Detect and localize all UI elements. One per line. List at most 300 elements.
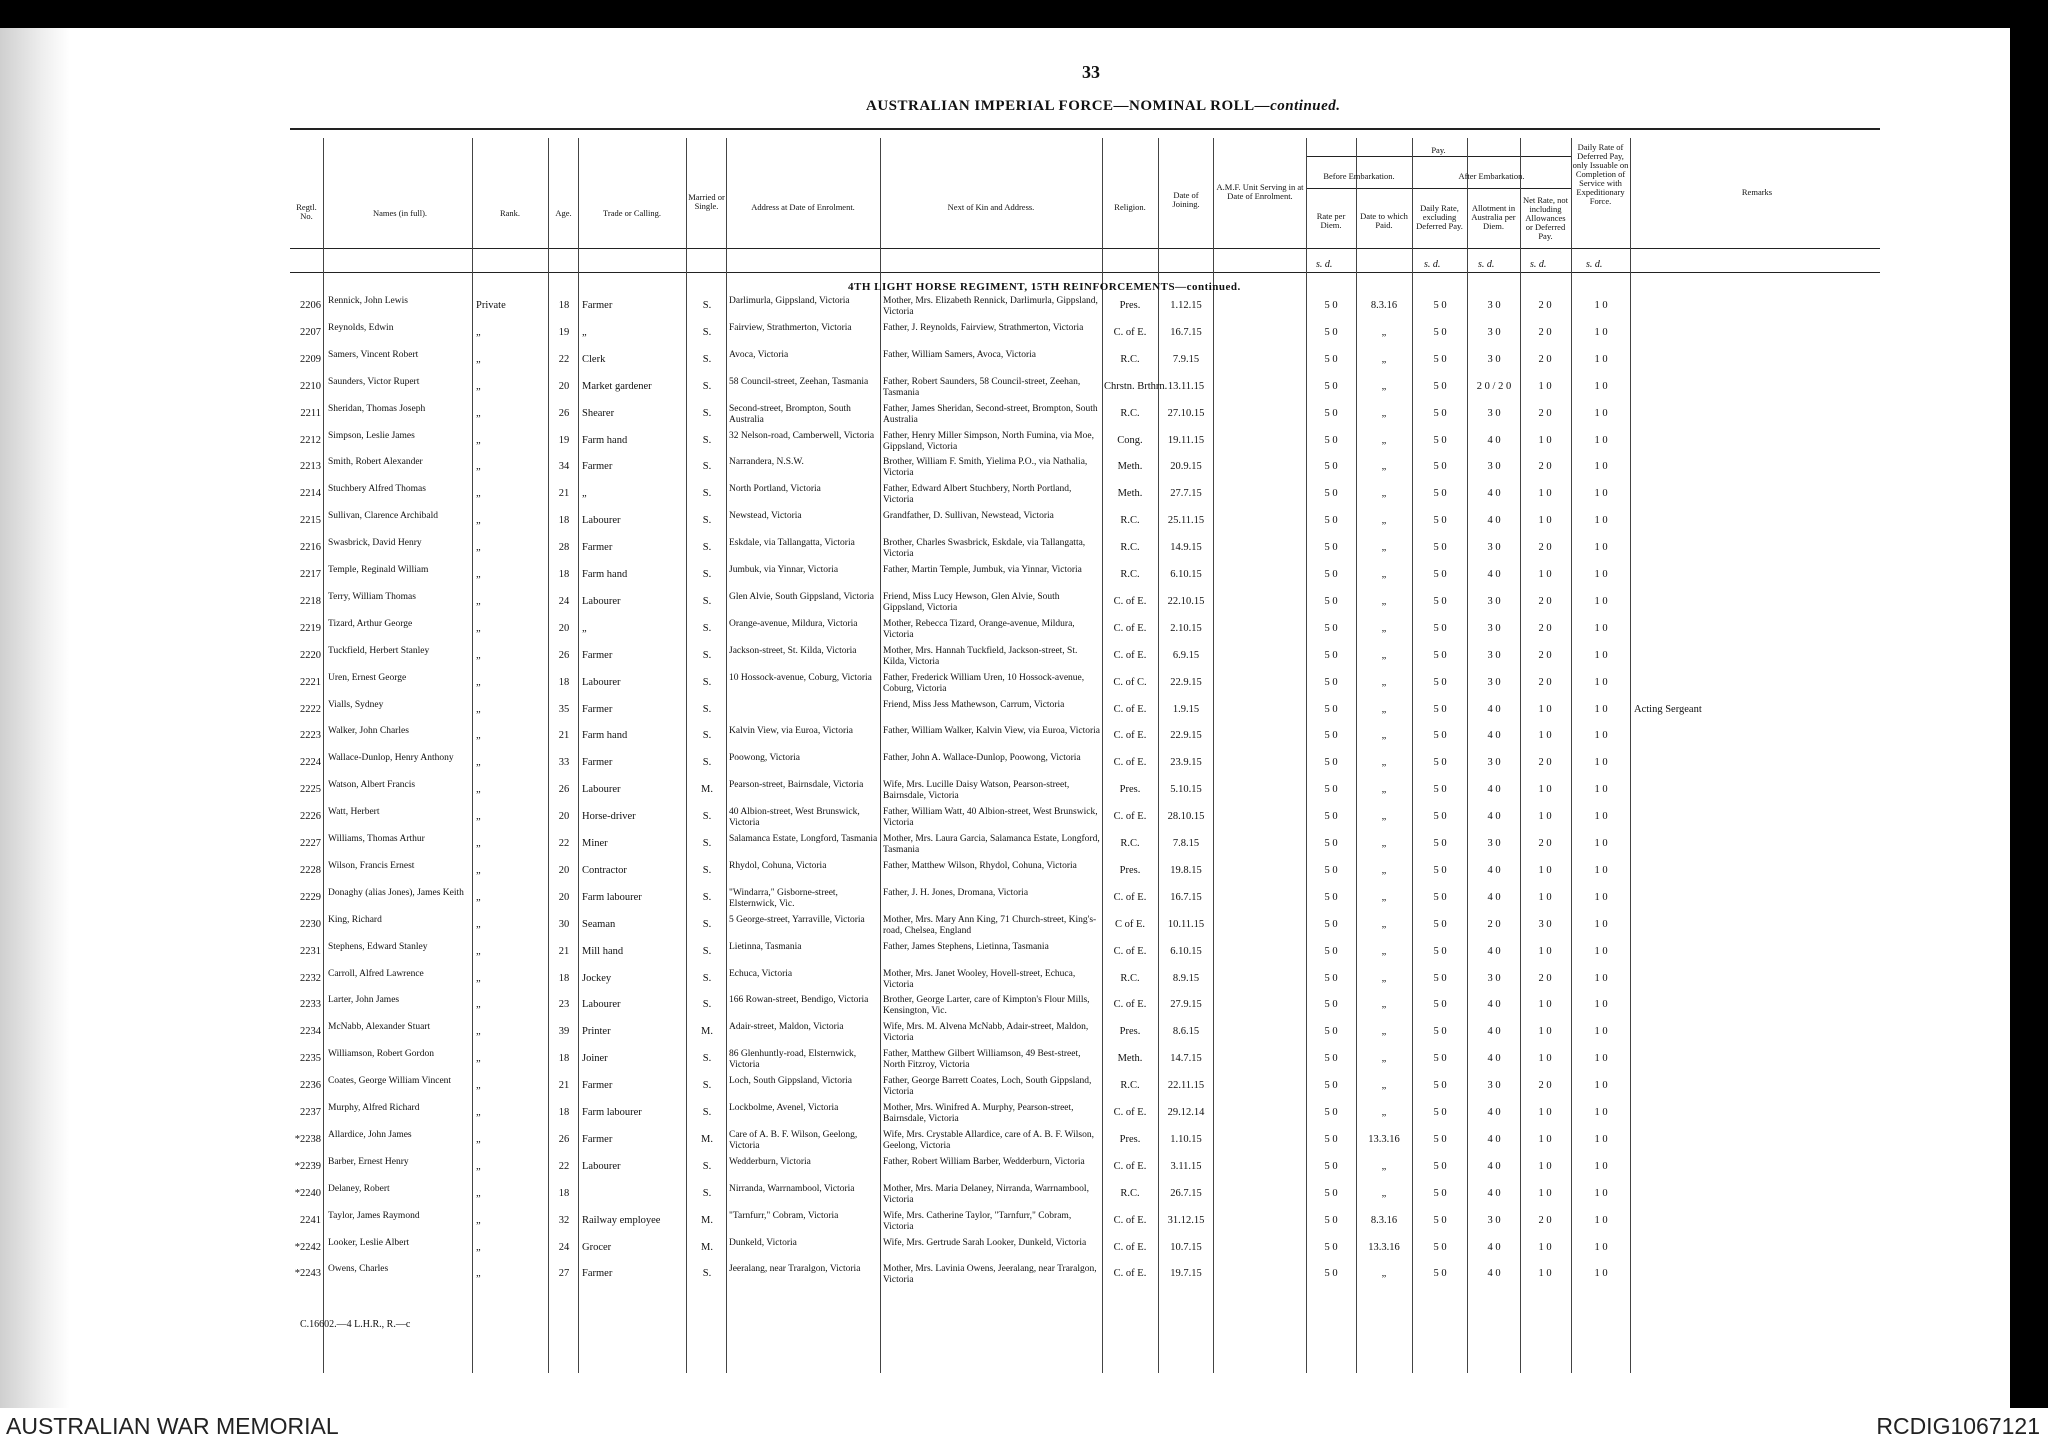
cell-net: 2 0 — [1538, 326, 1552, 338]
cell-paid: „ — [1381, 569, 1387, 580]
cell-rate: 5 0 — [1324, 703, 1338, 715]
cell-rank: „ — [476, 1053, 481, 1065]
cell-net: 1 0 — [1538, 1107, 1552, 1118]
cell-name: Watt, Herbert — [328, 807, 380, 818]
table-row — [0, 780, 2010, 807]
cell-trade: „ — [582, 622, 587, 634]
cell-daily: 5 0 — [1433, 864, 1447, 876]
cell-net: 2 0 — [1538, 757, 1552, 769]
cell-daily: 5 0 — [1433, 1133, 1447, 1145]
cell-paid: „ — [1381, 999, 1387, 1011]
cell-daily: 5 0 — [1433, 300, 1447, 311]
cell-kin: Father, William Samers, Avoca, Victoria — [883, 349, 1037, 360]
cell-paid: „ — [1381, 326, 1387, 338]
cell-age: 39 — [558, 1026, 570, 1038]
cell-no: 2228 — [300, 864, 321, 876]
cell-date: 1.10.15 — [1170, 1133, 1202, 1145]
cell-addr: Orange-avenue, Mildura, Victoria — [729, 618, 858, 629]
cell-rank: „ — [476, 784, 481, 796]
cell-name: Reynolds, Edwin — [328, 322, 394, 333]
cell-allot: 3 0 — [1487, 353, 1501, 365]
cell-age: 28 — [558, 542, 570, 554]
cell-ms: S. — [702, 703, 712, 715]
cell-kin: Father, Martin Temple, Jumbuk, via Yinnar, Victoria — [883, 565, 1082, 575]
table-row — [0, 888, 2010, 915]
cell-age: 35 — [558, 703, 570, 715]
cell-kin: Father, Matthew Gilbert Williamson, 49 Best-street, North Fitzroy, Victoria — [883, 1049, 1081, 1071]
cell-net: 2 0 — [1538, 649, 1552, 661]
cell-rate: 5 0 — [1324, 407, 1338, 419]
unit-label: s. d. — [1424, 259, 1441, 270]
unit-label: s. d. — [1586, 259, 1603, 270]
cell-rank: „ — [476, 1241, 481, 1253]
cell-trade: Horse-driver — [582, 811, 636, 823]
cell-rel: C. of E. — [1113, 595, 1147, 607]
cell-no: *2240 — [294, 1187, 321, 1199]
cell-paid: 13.3.16 — [1368, 1133, 1400, 1145]
cell-paid: 8.3.16 — [1370, 300, 1398, 311]
cell-daily: 5 0 — [1433, 784, 1447, 796]
cell-addr: Fairview, Strathmerton, Victoria — [729, 322, 852, 333]
cell-rel: Meth. — [1117, 1053, 1143, 1065]
cell-date: 13.11.15 — [1167, 380, 1205, 392]
table-row — [0, 1103, 2010, 1130]
table-row — [0, 565, 2010, 592]
cell-ms: S. — [702, 542, 712, 554]
pay-rule — [1306, 156, 1571, 157]
cell-net: 2 0 — [1538, 676, 1552, 688]
cell-paid: „ — [1381, 784, 1387, 796]
cell-trade: Printer — [582, 1026, 611, 1038]
cell-rel: C of E. — [1114, 918, 1146, 930]
cell-age: 22 — [558, 1160, 570, 1172]
cell-addr: "Tarnfurr," Cobram, Victoria — [729, 1210, 839, 1221]
cell-net: 3 0 — [1538, 918, 1552, 930]
table-row — [0, 619, 2010, 646]
cell-rate: 5 0 — [1324, 326, 1338, 338]
cell-net: 1 0 — [1538, 569, 1552, 580]
cell-allot: 4 0 — [1487, 811, 1501, 823]
cell-rank: „ — [476, 757, 481, 769]
cell-no: 2225 — [300, 784, 321, 796]
cell-no: 2207 — [300, 326, 321, 338]
header-age: Age. — [555, 208, 572, 218]
cell-name: Tuckfield, Herbert Stanley — [328, 645, 430, 656]
cell-net: 2 0 — [1538, 1214, 1552, 1226]
cell-rank: „ — [476, 515, 481, 527]
cell-no: 2237 — [300, 1107, 321, 1118]
cell-rank: „ — [476, 542, 481, 554]
cell-paid: „ — [1381, 434, 1387, 446]
cell-kin: Father, Matthew Wilson, Rhydol, Cohuna, Victoria — [883, 860, 1077, 871]
cell-kin: Father, John A. Wallace-Dunlop, Poowong, Victoria — [883, 753, 1081, 764]
cell-rate: 5 0 — [1324, 1026, 1338, 1038]
cell-allot: 4 0 — [1487, 945, 1501, 957]
cell-trade: Farm hand — [582, 730, 628, 742]
cell-no: *2243 — [294, 1268, 321, 1280]
header-date-joining: Date of Joining. — [1172, 190, 1200, 209]
cell-rate: 5 0 — [1324, 945, 1338, 957]
cell-def: 1 0 — [1594, 649, 1608, 661]
cell-rank: „ — [476, 1187, 481, 1199]
cell-rate: 5 0 — [1324, 353, 1338, 365]
cell-daily: 5 0 — [1433, 1214, 1447, 1226]
cell-paid: „ — [1381, 757, 1387, 769]
header-kin: Next of Kin and Address. — [947, 202, 1035, 212]
cell-daily: 5 0 — [1433, 703, 1447, 715]
cell-date: 22.9.15 — [1170, 676, 1202, 688]
cell-rel: R.C. — [1120, 1187, 1140, 1199]
cell-addr: Avoca, Victoria — [729, 349, 789, 360]
cell-kin: Mother, Mrs. Janet Wooley, Hovell-street, Echuca, Victoria — [883, 968, 1076, 990]
cell-allot: 3 0 — [1487, 1214, 1501, 1226]
cell-allot: 3 0 — [1487, 300, 1501, 311]
cell-trade: „ — [582, 488, 587, 500]
cell-no: 2213 — [300, 461, 321, 473]
cell-no: *2239 — [294, 1160, 321, 1172]
cell-ms: S. — [702, 811, 712, 823]
cell-addr: Jackson-street, St. Kilda, Victoria — [729, 645, 857, 656]
cell-age: 22 — [558, 353, 570, 365]
cell-rate: 5 0 — [1324, 1107, 1338, 1118]
cell-name: Williamson, Robert Gordon — [328, 1049, 434, 1060]
cell-kin: Wife, Mrs. Catherine Taylor, "Tarnfurr," Cobram, Victoria — [883, 1210, 1072, 1232]
cell-name: Sheridan, Thomas Joseph — [328, 403, 426, 414]
cell-date: 10.11.15 — [1167, 918, 1205, 930]
cell-addr: Nirranda, Warrnambool, Victoria — [729, 1183, 855, 1194]
cell-allot: 4 0 — [1487, 1187, 1501, 1199]
cell-date: 27.10.15 — [1167, 407, 1205, 419]
cell-no: 2231 — [300, 945, 321, 957]
cell-addr: Kalvin View, via Euroa, Victoria — [729, 726, 853, 737]
cell-allot: 4 0 — [1487, 488, 1501, 500]
cell-trade: Farmer — [582, 542, 613, 554]
cell-trade: Labourer — [582, 999, 621, 1011]
cell-kin: Father, James Stephens, Lietinna, Tasmania — [883, 941, 1049, 952]
table-row — [0, 807, 2010, 834]
cell-date: 20.9.15 — [1170, 461, 1202, 473]
cell-trade: Jockey — [582, 972, 612, 984]
cell-trade: Labourer — [582, 676, 621, 688]
unit-label: s. d. — [1316, 259, 1333, 270]
cell-kin: Father, Edward Albert Stuchbery, North Portland, Victoria — [883, 484, 1072, 506]
cell-rate: 5 0 — [1324, 488, 1338, 500]
cell-trade: Farmer — [582, 703, 613, 715]
cell-rate: 5 0 — [1324, 380, 1338, 392]
cell-no: 2223 — [300, 730, 321, 742]
cell-date: 6.9.15 — [1172, 649, 1200, 661]
cell-allot: 3 0 — [1487, 1080, 1501, 1092]
table-row — [0, 834, 2010, 861]
cell-addr: North Portland, Victoria — [729, 484, 821, 495]
cell-paid: „ — [1381, 811, 1387, 823]
cell-paid: „ — [1381, 595, 1387, 607]
cell-net: 1 0 — [1538, 703, 1552, 715]
cell-def: 1 0 — [1594, 569, 1608, 580]
cell-paid: „ — [1381, 1080, 1387, 1092]
cell-def: 1 0 — [1594, 380, 1608, 392]
cell-name: McNabb, Alexander Stuart — [328, 1022, 431, 1033]
cell-name: Carroll, Alfred Lawrence — [328, 968, 424, 979]
cell-rel: R.C. — [1120, 1080, 1140, 1092]
cell-ms: S. — [702, 622, 712, 634]
cell-rate: 5 0 — [1324, 1133, 1338, 1145]
table-row — [0, 296, 2010, 323]
cell-net: 1 0 — [1538, 1053, 1552, 1065]
cell-rel: R.C. — [1120, 972, 1140, 984]
header-net-rate: Net Rate, not including Allowances or Deferred Pay. — [1522, 195, 1569, 241]
cell-kin: Mother, Mrs. Lavinia Owens, Jeeralang, near Traralgon, Victoria — [883, 1264, 1097, 1286]
cell-daily: 5 0 — [1433, 1053, 1447, 1065]
cell-rate: 5 0 — [1324, 1187, 1338, 1199]
cell-allot: 3 0 — [1487, 326, 1501, 338]
cell-name: Barber, Ernest Henry — [328, 1156, 409, 1167]
cell-date: 2.10.15 — [1170, 622, 1202, 634]
cell-age: 20 — [558, 380, 570, 392]
cell-rank: „ — [476, 891, 481, 903]
cell-allot: 4 0 — [1487, 1241, 1501, 1253]
cell-trade: Labourer — [582, 1160, 621, 1172]
cell-kin: Mother, Mrs. Elizabeth Rennick, Darlimurla, Gippsland, Victoria — [883, 296, 1098, 317]
cell-ms: S. — [702, 838, 712, 849]
cell-allot: 4 0 — [1487, 434, 1501, 446]
cell-name: Simpson, Leslie James — [328, 430, 415, 441]
cell-rel: C. of C. — [1113, 676, 1147, 688]
cell-paid: „ — [1381, 461, 1387, 473]
cell-rel: C. of E. — [1113, 1214, 1147, 1226]
cell-net: 1 0 — [1538, 1187, 1552, 1199]
cell-age: 24 — [558, 1241, 570, 1253]
cell-daily: 5 0 — [1433, 1026, 1447, 1038]
cell-rel: C. of E. — [1113, 1241, 1147, 1253]
cell-daily: 5 0 — [1433, 945, 1447, 957]
cell-def: 1 0 — [1594, 1187, 1608, 1199]
cell-def: 1 0 — [1594, 1107, 1608, 1118]
cell-net: 2 0 — [1538, 461, 1552, 473]
cell-rate: 5 0 — [1324, 595, 1338, 607]
header-rank: Rank. — [499, 208, 521, 218]
cell-ms: S. — [702, 515, 712, 527]
cell-rel: Cong. — [1117, 434, 1143, 446]
cell-allot: 4 0 — [1487, 864, 1501, 876]
cell-date: 16.7.15 — [1170, 326, 1202, 338]
cell-rank: „ — [476, 622, 481, 634]
cell-addr: Glen Alvie, South Gippsland, Victoria — [729, 591, 874, 602]
cell-kin: Father, Robert William Barber, Wedderburn, Victoria — [883, 1156, 1085, 1167]
cell-age: 21 — [558, 730, 570, 742]
cell-addr: Care of A. B. F. Wilson, Geelong, Victoria — [729, 1129, 858, 1151]
cell-addr: "Windarra," Gisborne-street, Elsternwick, Vic. — [729, 887, 838, 909]
cell-kin: Wife, Mrs. Gertrude Sarah Looker, Dunkeld, Victoria — [883, 1237, 1087, 1248]
cell-age: 21 — [558, 1080, 570, 1092]
cell-paid: „ — [1381, 891, 1387, 903]
cell-rate: 5 0 — [1324, 1160, 1338, 1172]
cell-paid: „ — [1381, 676, 1387, 688]
cell-age: 18 — [558, 676, 570, 688]
cell-def: 1 0 — [1594, 353, 1608, 365]
cell-def: 1 0 — [1594, 1241, 1608, 1253]
cell-paid: „ — [1381, 542, 1387, 554]
cell-rank: „ — [476, 1268, 481, 1280]
cell-rel: C. of E. — [1113, 730, 1147, 742]
cell-daily: 5 0 — [1433, 891, 1447, 903]
cell-name: Coates, George William Vincent — [328, 1076, 452, 1087]
cell-date: 31.12.15 — [1167, 1214, 1205, 1226]
cell-def: 1 0 — [1594, 1053, 1608, 1065]
header-after-embarkation: After Embarkation. — [1458, 171, 1525, 181]
cell-allot: 3 0 — [1487, 407, 1501, 419]
cell-paid: „ — [1381, 1026, 1387, 1038]
cell-rel: C. of E. — [1113, 1160, 1147, 1172]
print-reference: C.16602.—4 L.H.R., R.—c — [300, 1319, 411, 1330]
table-row — [0, 1184, 2010, 1211]
cell-daily: 5 0 — [1433, 326, 1447, 338]
cell-date: 1.12.15 — [1170, 300, 1202, 311]
cell-allot: 4 0 — [1487, 730, 1501, 742]
cell-net: 1 0 — [1538, 1026, 1552, 1038]
cell-rate: 5 0 — [1324, 811, 1338, 823]
cell-kin: Wife, Mrs. Crystable Allardice, care of A. B. F. Wilson, Geelong, Victoria — [883, 1129, 1094, 1151]
cell-rate: 5 0 — [1324, 300, 1338, 311]
cell-date: 5.10.15 — [1170, 784, 1202, 796]
cell-allot: 4 0 — [1487, 999, 1501, 1011]
cell-date: 14.9.15 — [1170, 542, 1202, 554]
cell-def: 1 0 — [1594, 461, 1608, 473]
cell-rate: 5 0 — [1324, 972, 1338, 984]
cell-addr: Lietinna, Tasmania — [729, 941, 802, 952]
table-row — [0, 700, 2010, 727]
cell-name: Watson, Albert Francis — [328, 780, 416, 791]
cell-net: 1 0 — [1538, 945, 1552, 957]
cell-rate: 5 0 — [1324, 730, 1338, 742]
cell-trade: Market gardener — [582, 380, 652, 392]
top-rule — [290, 128, 1880, 130]
table-row — [0, 942, 2010, 969]
cell-trade: Clerk — [582, 353, 606, 365]
cell-kin: Mother, Mrs. Hannah Tuckfield, Jackson-street, St. Kilda, Victoria — [883, 645, 1078, 667]
cell-no: 2235 — [300, 1053, 321, 1065]
cell-name: King, Richard — [328, 914, 382, 925]
cell-daily: 5 0 — [1433, 1268, 1447, 1280]
cell-name: Williams, Thomas Arthur — [328, 834, 425, 844]
cell-age: 19 — [558, 326, 570, 338]
cell-allot: 4 0 — [1487, 1053, 1501, 1065]
cell-trade: Grocer — [582, 1241, 612, 1253]
cell-def: 1 0 — [1594, 1133, 1608, 1145]
cell-ms: S. — [702, 326, 712, 338]
cell-paid: „ — [1381, 488, 1387, 500]
cell-name: Stephens, Edward Stanley — [328, 941, 428, 952]
unit-label: s. d. — [1530, 259, 1547, 270]
cell-ms: S. — [702, 730, 712, 742]
cell-name: Larter, John James — [328, 995, 400, 1006]
cell-daily: 5 0 — [1433, 1080, 1447, 1092]
cell-name: Murphy, Alfred Richard — [328, 1103, 420, 1113]
cell-date: 22.11.15 — [1167, 1080, 1205, 1092]
cell-age: 18 — [558, 300, 570, 311]
cell-name: Smith, Robert Alexander — [328, 457, 423, 468]
cell-addr: 32 Nelson-road, Camberwell, Victoria — [729, 430, 875, 441]
cell-trade: Labourer — [582, 515, 621, 527]
cell-net: 2 0 — [1538, 622, 1552, 634]
cell-addr: Wedderburn, Victoria — [729, 1156, 811, 1167]
cell-def: 1 0 — [1594, 918, 1608, 930]
cell-trade: Farmer — [582, 1080, 613, 1092]
table-row — [0, 1130, 2010, 1157]
cell-date: 1.9.15 — [1172, 703, 1200, 715]
cell-def: 1 0 — [1594, 757, 1608, 769]
cell-kin: Father, J. H. Jones, Dromana, Victoria — [883, 887, 1029, 898]
cell-daily: 5 0 — [1433, 649, 1447, 661]
cell-rank: „ — [476, 972, 481, 984]
cell-ms: S. — [702, 1107, 712, 1118]
page-title — [866, 98, 1341, 115]
header-allotment: Allotment in Australia per Diem. — [1471, 203, 1516, 231]
cell-net: 1 0 — [1538, 380, 1552, 392]
cell-kin: Father, George Barrett Coates, Loch, South Gippsland, Victoria — [883, 1076, 1092, 1098]
cell-no: *2242 — [294, 1241, 321, 1253]
header-married: Married or Single. — [688, 192, 725, 211]
cell-rate: 5 0 — [1324, 676, 1338, 688]
cell-date: 22.9.15 — [1170, 730, 1202, 742]
table-row — [0, 646, 2010, 673]
cell-daily: 5 0 — [1433, 1187, 1447, 1199]
archive-id: RCDIG1067121 — [1876, 1413, 2040, 1439]
cell-age: 19 — [558, 434, 570, 446]
table-row — [0, 377, 2010, 404]
section-title: 4TH LIGHT HORSE REGIMENT, 15TH REINFORCEMENTS—continued. — [848, 281, 1241, 293]
cell-no: 2211 — [300, 407, 321, 419]
cell-date: 28.10.15 — [1167, 811, 1205, 823]
cell-ms: S. — [702, 569, 712, 580]
cell-rank: „ — [476, 353, 481, 365]
cell-daily: 5 0 — [1433, 972, 1447, 984]
cell-def: 1 0 — [1594, 434, 1608, 446]
cell-rank: „ — [476, 703, 481, 715]
cell-allot: 4 0 — [1487, 891, 1501, 903]
table-row — [0, 753, 2010, 780]
cell-trade: Farmer — [582, 300, 613, 311]
cell-daily: 5 0 — [1433, 999, 1447, 1011]
embark-rule — [1306, 188, 1571, 189]
header-remarks: Remarks — [1741, 187, 1773, 197]
cell-rel: Meth. — [1117, 461, 1143, 473]
cell-kin: Wife, Mrs. Lucille Daisy Watson, Pearson-street, Bairnsdale, Victoria — [883, 780, 1070, 802]
cell-no: 2232 — [300, 972, 321, 984]
cell-net: 1 0 — [1538, 1241, 1552, 1253]
cell-trade: Farm labourer — [582, 891, 642, 903]
cell-rel: C. of E. — [1113, 1268, 1147, 1280]
cell-addr: Adair-street, Maldon, Victoria — [729, 1022, 844, 1033]
cell-date: 27.7.15 — [1170, 488, 1202, 500]
cell-date: 8.9.15 — [1172, 972, 1200, 984]
cell-trade: Railway employee — [582, 1214, 661, 1226]
cell-age: 24 — [558, 595, 570, 607]
cell-date: 7.8.15 — [1172, 838, 1200, 849]
cell-rel: R.C. — [1120, 515, 1140, 527]
cell-trade: Miner — [582, 838, 608, 849]
cell-rate: 5 0 — [1324, 864, 1338, 876]
cell-def: 1 0 — [1594, 1080, 1608, 1092]
cell-paid: „ — [1381, 972, 1387, 984]
cell-name: Samers, Vincent Robert — [328, 349, 419, 360]
cell-ms: S. — [702, 1268, 712, 1280]
cell-ms: S. — [702, 434, 712, 446]
cell-daily: 5 0 — [1433, 757, 1447, 769]
cell-paid: „ — [1381, 353, 1387, 365]
cell-rel: C. of E. — [1113, 649, 1147, 661]
title-suffix: —continued. — [1254, 98, 1341, 114]
